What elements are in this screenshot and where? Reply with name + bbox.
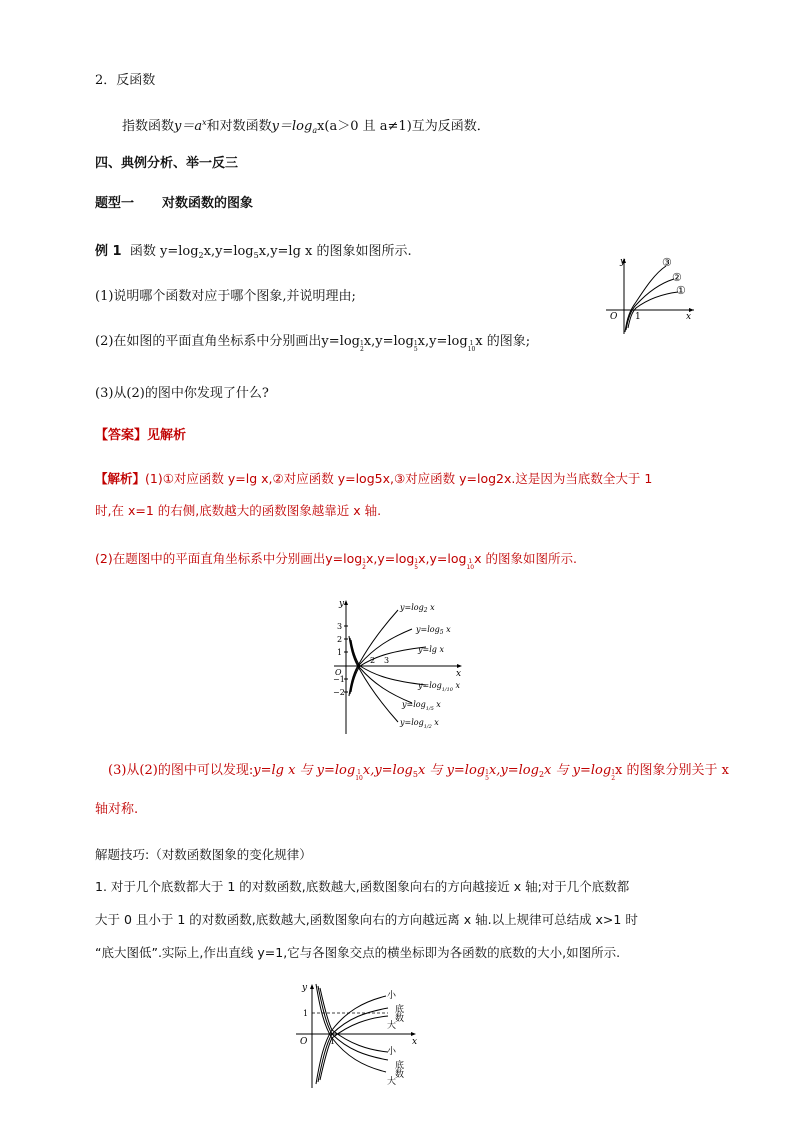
tips-para-2: 大于 0 且小于 1 的对数函数,底数越大,函数图象向右的方向越远离 x 轴.以上规律可总结成 x>1 时 xyxy=(95,912,638,927)
fig3-small-bottom: 小 xyxy=(387,1047,397,1057)
fig3-tick-x1: 1 xyxy=(330,1037,336,1046)
inverse-function-statement: 指数函数$y=a^x$和对数函数$y=\log_ax(a>0$ 且 a≠1)互为反函数． xyxy=(122,118,490,135)
answer-line: 【答案】见解析 xyxy=(95,428,187,443)
fig3-big-top: 大 xyxy=(387,1021,397,1031)
question-3: (3)从(2)的图中你发现了什么? xyxy=(95,386,269,401)
curve-3 xyxy=(625,266,666,332)
fig3-base-top: 底数 xyxy=(393,1004,403,1022)
fig2-tick-m1: −1 xyxy=(333,675,345,684)
curve-log5 xyxy=(350,629,412,694)
figure-base-comparison xyxy=(290,980,430,1090)
fig1-x-label: x xyxy=(686,312,692,322)
fig2-tick-1: 1 xyxy=(337,648,343,657)
analysis-part-1: 【解析】(1)①对应函数 y=lg x,②对应函数 y=log5x,③对应函数 y=log2x.这是因为当底数全大于 1 xyxy=(95,471,653,486)
fig3-tick-y1: 1 xyxy=(303,1009,309,1018)
fig2-label-lg: y=lg x xyxy=(418,645,444,654)
fig1-origin: O xyxy=(610,312,618,322)
fig3-origin: O xyxy=(300,1037,308,1047)
curve-lg xyxy=(351,647,426,692)
section-four-heading: 四、典例分析、举一反三 xyxy=(95,156,239,171)
fig3-big-bottom: 大 xyxy=(387,1077,397,1087)
fig2-tick-x3: 3 xyxy=(384,656,390,665)
fig2-origin: O xyxy=(335,668,342,677)
analysis-part-2: (2)在题图中的平面直角坐标系中分别画出y=log1 2x,y=log1 5x,y=log 1 10x 的图象如图所示. xyxy=(95,551,577,571)
fig2-x-label: x xyxy=(456,669,462,679)
fig2-label-log-1-5: $y=\log_{1/5}$ x xyxy=(402,700,441,712)
fig2-tick-2: 2 xyxy=(337,635,343,644)
figure-log-curves xyxy=(600,252,700,336)
analysis-part-1-cont: 时,在 x=1 的右侧,底数越大的函数图象越靠近 x 轴. xyxy=(95,503,382,518)
tips-heading: 解题技巧:（对数函数图象的变化规律） xyxy=(95,847,312,862)
analysis-part-3: (3)从(2)的图中可以发现:y=lg x 与 y=log 1 $10x,y=\log_5x$ 与 y=log1 $5x,y=\log_2x$ 与 y=log1 2x 的图象分别关于 x xyxy=(108,763,729,782)
fig2-label-log-1-2: $y=\log_{1/2}$ x xyxy=(400,718,439,730)
fig2-y-label: y xyxy=(339,599,345,609)
example-statement: 例 1 函数 $y=\log_2x,y=\log_5x,y=\lg$ x 的图象如图所示. xyxy=(95,244,412,260)
fig3-x-label: x xyxy=(412,1037,418,1047)
fig1-circle-1: ① xyxy=(676,284,686,297)
question-2: (2)在如图的平面直角坐标系中分别画出y=log1 2x,y=log1 5x,y=log 1 10x 的图象; xyxy=(95,334,531,353)
curve-2 xyxy=(626,279,674,330)
fig1-circle-2: ② xyxy=(672,271,682,284)
fig1-one: 1 xyxy=(635,312,641,322)
fig2-tick-3: 3 xyxy=(337,622,343,631)
fig2-tick-x2: 2 xyxy=(370,656,376,665)
type-heading: 题型一 对数函数的图象 xyxy=(95,196,254,211)
fig2-label-log5: $y=\log_5$ x xyxy=(416,625,451,636)
fig3-small-top: 小 xyxy=(387,991,397,1001)
fig1-circle-3: ③ xyxy=(662,256,672,269)
curve-log-1-5 xyxy=(350,638,412,703)
tips-para-1: 1. 对于几个底数都大于 1 的对数函数,底数越大,函数图象向右的方向越接近 x 轴;对于几个底数都 xyxy=(95,879,630,894)
fig2-label-log2: $y=\log_2$ x xyxy=(400,603,435,614)
section-heading: 2．反函数 xyxy=(95,73,156,88)
fig1-y-label: y xyxy=(620,257,626,267)
tips-para-3: “底大图低”.实际上,作出直线 y=1,它与各图象交点的横坐标即为各函数的底数的大小,如图所示. xyxy=(95,945,621,960)
analysis-part-3-cont: 轴对称. xyxy=(95,802,139,817)
question-1: (1)说明哪个函数对应于哪个图象,并说明理由; xyxy=(95,289,356,304)
fig2-tick-m2: −2 xyxy=(333,688,345,697)
fig3-base-bottom: 底数 xyxy=(393,1060,403,1078)
fig3-y-label: y xyxy=(302,983,308,993)
figure-six-log-curves xyxy=(330,596,470,736)
fig2-label-log-1-10: $y=\log_{1/10}$ x xyxy=(418,681,461,693)
